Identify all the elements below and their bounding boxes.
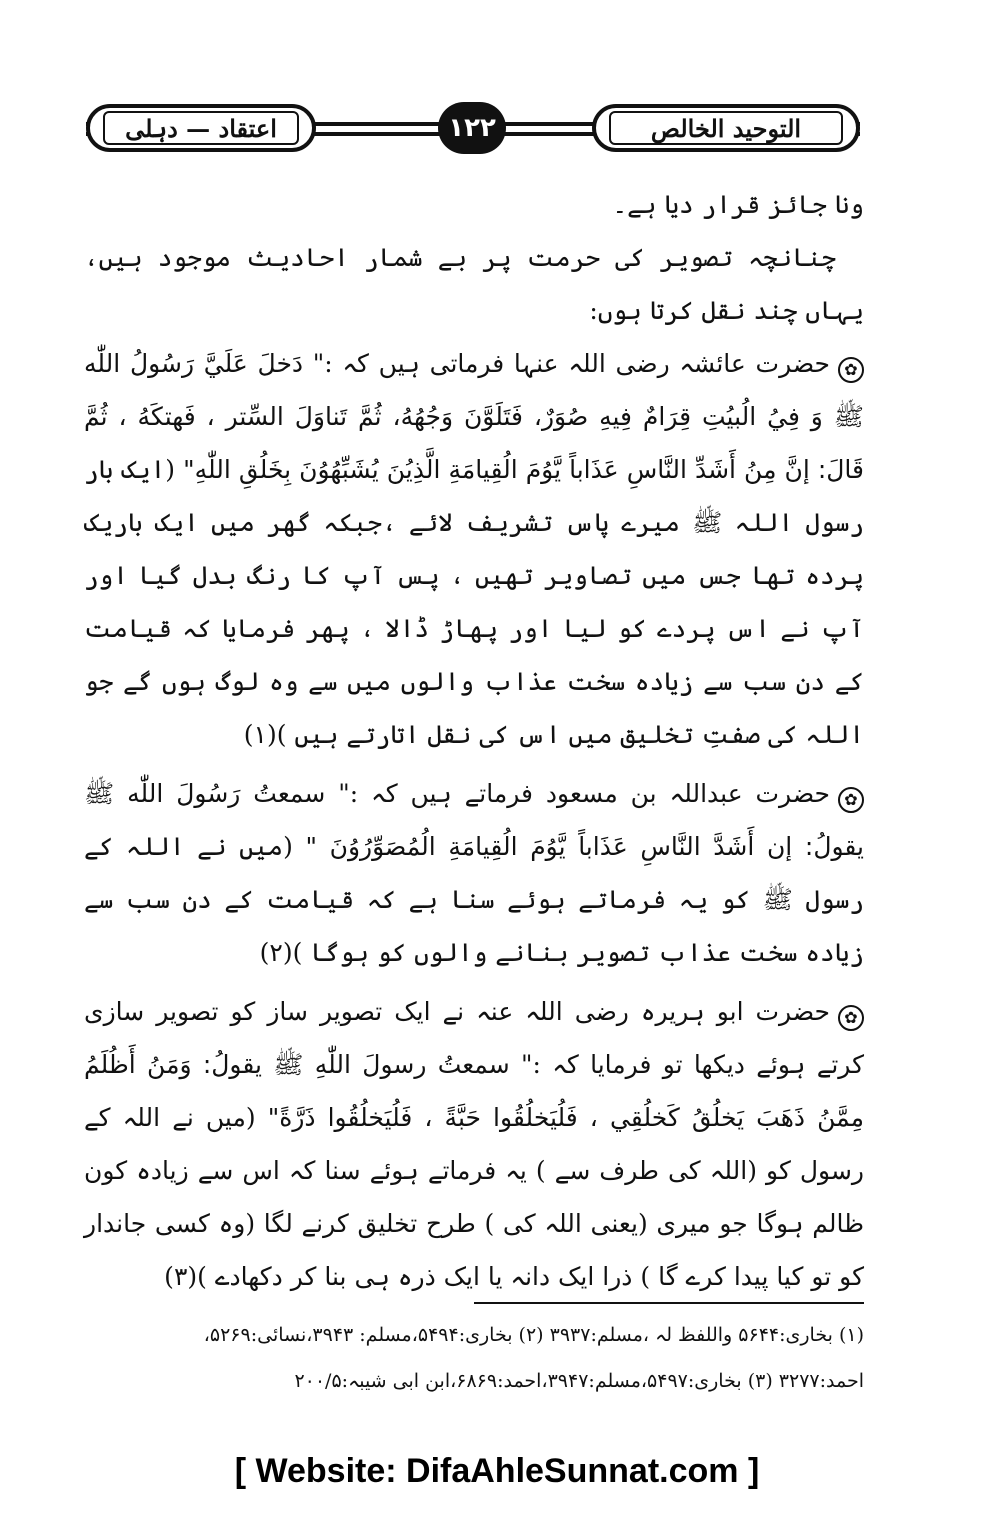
hadith-abu-hurayrah-intro: حضرت ابو ہریرہ رضی اللہ عنہ نے ایک تصویر ساز کو تصویر سازی کرتے ہوئے دیکھا تو فرمایا کہ :" — [84, 997, 865, 1079]
page-number: ۱۲۲ — [438, 102, 506, 154]
page-body — [84, 178, 864, 1303]
hadith-abu-hurayrah-arabic: سمعتُ رسولَ اللّٰهِ ﷺ يقولُ: وَمَنُ أَظُلَمُ مِمَّنُ ذَهَبَ يَخلُقُ كَخلُقِي ، فَلُيَخلُقُوا حَبَّةً ، فَلُيَخلُقُوا ذَرَّةً" — [84, 1050, 864, 1132]
flower-bullet-icon: ✿ — [838, 787, 864, 813]
footnotes — [84, 1312, 864, 1404]
website-link[interactable]: [ Website: DifaAhleSunnat.com ] — [234, 1452, 760, 1490]
hadith-aisha-translation: (ایک بار رسول اللہ ﷺ میرے پاس تشریف لائے ،جبکہ گھر میں ایک باریک پردہ تھا جس میں تصاویر تھیں ، پس آپ کا رنگ بدل گیا اور آپ نے اس پردے کو لیا اور پھاڑ ڈالا ، پھر فرمایا کہ قیامت کے دن سب سے زیادہ سخت عذاب والوں میں سے وہ لوگ ہوں گے جو اللہ کی صفتِ تخلیق میں اس کی نقل اتارتے ہیں )(۱) — [84, 455, 864, 749]
hadith-aisha-intro: حضرت عائشہ رضی اللہ عنہا فرماتی ہیں کہ :" — [312, 349, 830, 378]
footnote-divider — [474, 1302, 864, 1304]
hadith-ibn-masud — [84, 767, 864, 979]
chapter-title: اعتقاد — دہلی — [103, 111, 299, 145]
flower-bullet-icon: ✿ — [838, 1005, 864, 1031]
page-header — [86, 96, 860, 166]
hadith-ibn-masud-translation: (میں نے اللہ کے رسول ﷺ کو یہ فرماتے ہوئے سنا ہے کہ قیامت کے دن سب سے زیادہ سخت عذاب تصویر بنانے والوں کو ہوگا )(۲) — [84, 832, 864, 967]
hadith-ibn-masud-intro: حضرت عبداللہ بن مسعود فرماتے ہیں کہ :" — [338, 779, 830, 808]
footnote-line: احمد:۳۲۷۷ (۳) بخاری:۵۴۹۷،مسلم:۳۹۴۷،احمد:۶۸۶۹،ابن ابی شیبہ:۲۰۰/۵ — [294, 1370, 864, 1392]
hadith-abu-hurayrah — [84, 985, 864, 1303]
hadith-aisha-arabic: دَخلَ عَلَيَّ رَسُولُ اللّٰه ﷺ وَ فِيُ الُبيُتِ قِرَامٌ فِيهِ صُوَرٌ، فَتَلَوَّنَ وَجُهُهُ، ثُمَّ تَناوَلَ السِّتر ، فَهتكَهُ ، ثُمَّ قَالَ: إنَّ مِنُ أَشَدِّ النَّاسِ عَذَاباً يَّوُمَ الُقِيامَةِ الَّذِيُنَ يُشَبِّهُوُنَ بِخَلُقِ اللّٰهِ" — [84, 349, 864, 484]
hadith-aisha — [84, 337, 864, 761]
hadith-ibn-masud-arabic: سمعتُ رَسُولَ اللّٰه ﷺ يقولُ: إن أَشَدَّ النَّاسِ عَذَاباً يَّوُمَ الُقِيامَةِ الُمُصَوِّرُوُنَ " — [84, 779, 865, 861]
flower-bullet-icon: ✿ — [838, 357, 864, 383]
paragraph-opening: ونا جائز قرار دیا ہے۔ — [612, 190, 864, 219]
footnote-line: (۱) بخاری:۵۶۴۴ واللفظ لہ ،مسلم:۳۹۳۷ (۲) بخاری:۵۴۹۴،مسلم: ۳۹۴۳،نسائی:۵۲۶۹، — [203, 1324, 864, 1346]
chapter-title-capsule — [86, 104, 316, 152]
paragraph-intro: چنانچہ تصویر کی حرمت پر بے شمار احادیث موجود ہیں، یہاں چند نقل کرتا ہوں: — [84, 243, 864, 325]
hadith-abu-hurayrah-translation: (میں نے اللہ کے رسول کو (اللہ کی طرف سے ) یہ فرماتے ہوئے سنا کہ اس سے زیادہ کون ظالم ہوگا جو میری (یعنی اللہ کی ) طرح تخلیق کرنے لگا (وہ کسی جاندار کو تو کیا پیدا کرے گا ) ذرا ایک دانہ یا ایک ذرہ ہی بنا کر دکھادے )(۳) — [84, 1103, 864, 1291]
book-title: التوحید الخالص — [609, 111, 843, 145]
book-title-capsule — [592, 104, 860, 152]
